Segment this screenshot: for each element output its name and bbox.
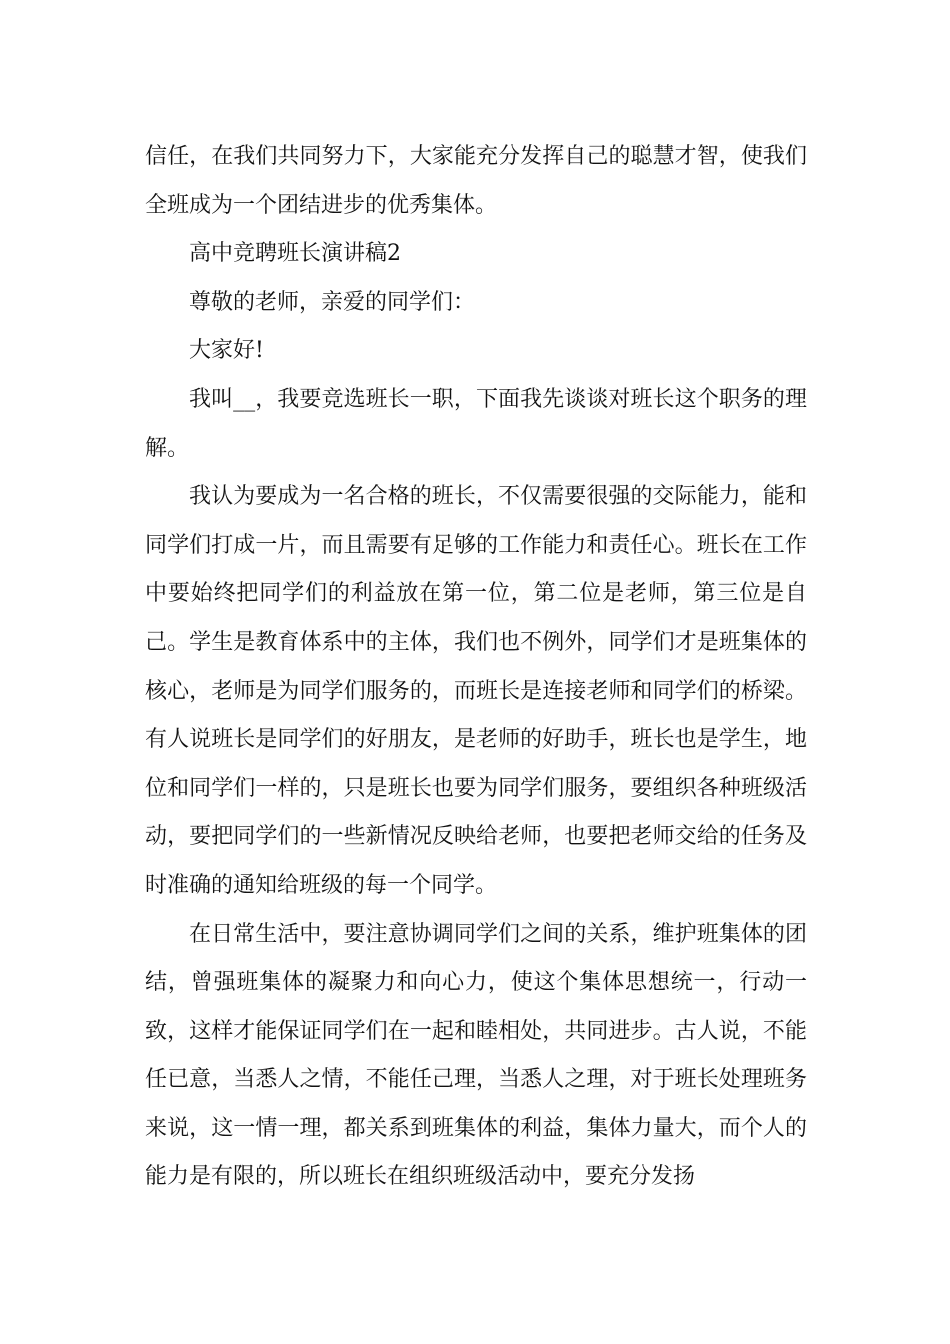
paragraph-daily-life: 在日常生活中，要注意协调同学们之间的关系，维护班集体的团结，曾强班集体的凝聚力和向心力，使这个集体思想统一，行动一致，这样才能保证同学们在一起和睦相处，共同进步。古人说，不能任已意，当悉人之情，不能任己理，当悉人之理，对于班长处理班务来说，这一情一理，都关系到班集体的利益，集体力量大，而个人的能力是有限的，所以班长在组织班级活动中，要充分发扬 — [145, 921, 807, 1190]
section-heading: 高中竞聘班长演讲稿2 — [189, 241, 401, 267]
paragraph-introduction: 我叫__，我要竞选班长一职，下面我先谈谈对班长这个职务的理解。 — [145, 386, 807, 461]
paragraph-understanding: 我认为要成为一名合格的班长，不仅需要很强的交际能力，能和同学们打成一片，而且需要有足够的工作能力和责任心。班长在工作中要始终把同学们的利益放在第一位，第二位是老师，第三位是自己。学生是教育体系中的主体，我们也不例外，同学们才是班集体的核心，老师是为同学们服务的，而班长是连接老师和同学们的桥梁。有人说班长是同学们的好朋友，是老师的好助手，班长也是学生，地位和同学们一样的，只是班长也要为同学们服务，要组织各种班级活动，要把同学们的一些新情况反映给老师，也要把老师交给的任务及时准确的通知给班级的每一个同学。 — [145, 484, 807, 898]
salutation: 尊敬的老师，亲爱的同学们： — [189, 289, 476, 315]
greeting: 大家好! — [189, 338, 264, 364]
document-body — [145, 133, 807, 1202]
paragraph-continuation: 信任，在我们共同努力下，大家能充分发挥自己的聪慧才智，使我们全班成为一个团结进步的优秀集体。 — [145, 144, 807, 218]
